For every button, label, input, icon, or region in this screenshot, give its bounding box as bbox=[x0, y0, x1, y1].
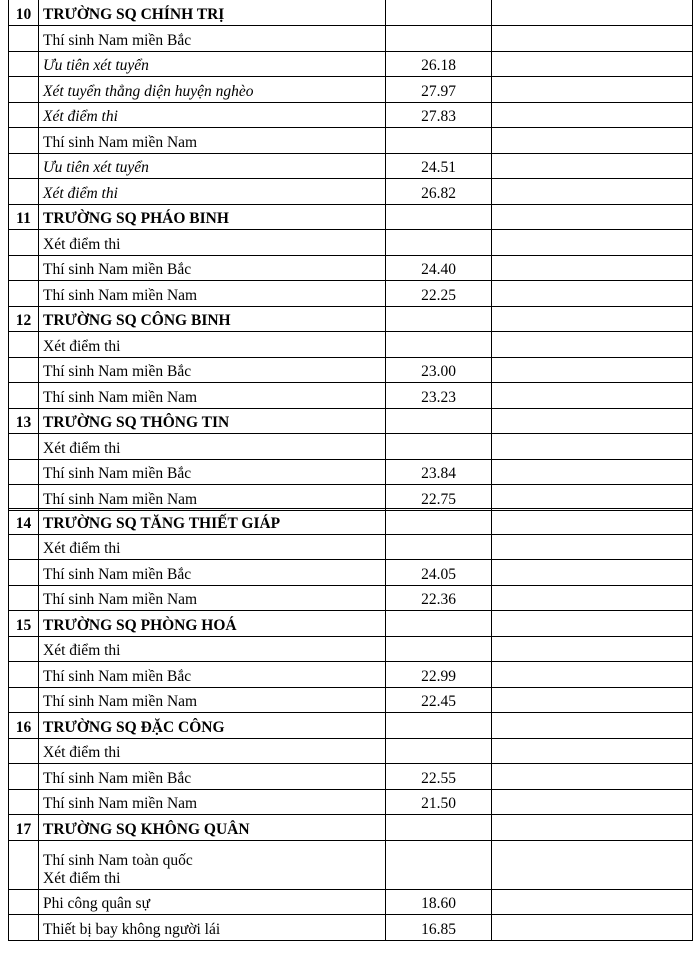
table-row bbox=[9, 357, 693, 383]
number-cell bbox=[9, 459, 39, 485]
score-cell bbox=[386, 738, 492, 764]
row-label: Thí sinh Nam miền Bắc bbox=[39, 459, 386, 485]
row-label: Thí sinh Nam miền Bắc bbox=[39, 764, 386, 790]
number-cell bbox=[9, 230, 39, 256]
school-name: TRƯỜNG SQ PHÒNG HOÁ bbox=[39, 611, 386, 637]
row-label: Thí sinh Nam miền Bắc bbox=[39, 662, 386, 688]
school-number: 10 bbox=[9, 0, 39, 26]
row-label: Xét điểm thi bbox=[39, 102, 386, 128]
score-cell: 22.45 bbox=[386, 687, 492, 713]
school-number: 11 bbox=[9, 204, 39, 230]
row-label: Thí sinh Nam miền Nam bbox=[39, 128, 386, 154]
row-label: Thí sinh Nam miền Bắc bbox=[39, 560, 386, 586]
notes-cell bbox=[492, 357, 693, 383]
score-cell: 16.85 bbox=[386, 915, 492, 941]
school-header-row bbox=[9, 713, 693, 739]
notes-cell bbox=[492, 255, 693, 281]
score-cell bbox=[386, 230, 492, 256]
score-cell: 26.82 bbox=[386, 179, 492, 205]
table-row bbox=[9, 662, 693, 688]
table-row bbox=[9, 179, 693, 205]
notes-cell bbox=[492, 713, 693, 739]
notes-cell bbox=[492, 459, 693, 485]
score-cell: 22.75 bbox=[386, 485, 492, 511]
table-row bbox=[9, 459, 693, 485]
table-row bbox=[9, 889, 693, 915]
notes-cell bbox=[492, 815, 693, 841]
school-header-row bbox=[9, 306, 693, 332]
number-cell bbox=[9, 383, 39, 409]
notes-cell bbox=[492, 662, 693, 688]
table-row bbox=[9, 230, 693, 256]
number-cell bbox=[9, 434, 39, 460]
school-header-row bbox=[9, 204, 693, 230]
table-row bbox=[9, 687, 693, 713]
row-label: Xét điểm thi bbox=[39, 179, 386, 205]
score-cell bbox=[386, 306, 492, 332]
notes-cell bbox=[492, 306, 693, 332]
row-label: Thí sinh Nam miền Bắc bbox=[39, 357, 386, 383]
score-cell: 27.83 bbox=[386, 102, 492, 128]
score-cell bbox=[386, 128, 492, 154]
school-number: 17 bbox=[9, 815, 39, 841]
admission-scores-table-bottom bbox=[8, 508, 693, 941]
row-label: Xét điểm thi bbox=[39, 434, 386, 460]
table-row bbox=[9, 764, 693, 790]
table-row bbox=[9, 77, 693, 103]
score-cell: 24.40 bbox=[386, 255, 492, 281]
school-header-row bbox=[9, 0, 693, 26]
school-header-row bbox=[9, 815, 693, 841]
number-cell bbox=[9, 26, 39, 52]
score-cell bbox=[386, 509, 492, 535]
score-cell: 24.05 bbox=[386, 560, 492, 586]
score-cell: 22.36 bbox=[386, 585, 492, 611]
number-cell bbox=[9, 534, 39, 560]
score-cell bbox=[386, 408, 492, 434]
score-cell bbox=[386, 332, 492, 358]
number-cell bbox=[9, 889, 39, 915]
table-row bbox=[9, 128, 693, 154]
score-cell bbox=[386, 636, 492, 662]
table-row bbox=[9, 636, 693, 662]
row-label: Thí sinh Nam miền Bắc bbox=[39, 255, 386, 281]
notes-cell bbox=[492, 636, 693, 662]
row-label bbox=[39, 840, 386, 889]
row-label: Thí sinh Nam miền Bắc bbox=[39, 26, 386, 52]
table-row bbox=[9, 102, 693, 128]
number-cell bbox=[9, 51, 39, 77]
school-number: 12 bbox=[9, 306, 39, 332]
notes-cell bbox=[492, 889, 693, 915]
notes-cell bbox=[492, 764, 693, 790]
score-cell bbox=[386, 0, 492, 26]
notes-cell bbox=[492, 611, 693, 637]
school-number: 15 bbox=[9, 611, 39, 637]
table-row bbox=[9, 560, 693, 586]
table-row bbox=[9, 789, 693, 815]
number-cell bbox=[9, 915, 39, 941]
score-cell: 22.99 bbox=[386, 662, 492, 688]
row-label: Thí sinh Nam miền Nam bbox=[39, 687, 386, 713]
school-name: TRƯỜNG SQ ĐẶC CÔNG bbox=[39, 713, 386, 739]
school-number: 16 bbox=[9, 713, 39, 739]
number-cell bbox=[9, 179, 39, 205]
notes-cell bbox=[492, 840, 693, 889]
row-label-line: Xét điểm thi bbox=[43, 869, 121, 887]
notes-cell bbox=[492, 687, 693, 713]
school-name: TRƯỜNG SQ THÔNG TIN bbox=[39, 408, 386, 434]
row-label: Xét điểm thi bbox=[39, 636, 386, 662]
score-cell: 22.55 bbox=[386, 764, 492, 790]
number-cell bbox=[9, 840, 39, 889]
school-name: TRƯỜNG SQ PHÁO BINH bbox=[39, 204, 386, 230]
notes-cell bbox=[492, 51, 693, 77]
table-row bbox=[9, 738, 693, 764]
notes-cell bbox=[492, 383, 693, 409]
notes-cell bbox=[492, 332, 693, 358]
number-cell bbox=[9, 255, 39, 281]
score-cell bbox=[386, 534, 492, 560]
notes-cell bbox=[492, 281, 693, 307]
number-cell bbox=[9, 153, 39, 179]
school-number: 13 bbox=[9, 408, 39, 434]
table-row bbox=[9, 26, 693, 52]
score-cell: 23.23 bbox=[386, 383, 492, 409]
number-cell bbox=[9, 687, 39, 713]
notes-cell bbox=[492, 560, 693, 586]
score-cell bbox=[386, 26, 492, 52]
school-name: TRƯỜNG SQ CÔNG BINH bbox=[39, 306, 386, 332]
score-cell: 26.18 bbox=[386, 51, 492, 77]
row-label-line: Thí sinh Nam toàn quốc bbox=[43, 851, 193, 869]
notes-cell bbox=[492, 534, 693, 560]
number-cell bbox=[9, 560, 39, 586]
score-cell bbox=[386, 840, 492, 889]
number-cell bbox=[9, 128, 39, 154]
row-label: Xét tuyển thẳng diện huyện nghèo bbox=[39, 77, 386, 103]
notes-cell bbox=[492, 26, 693, 52]
number-cell bbox=[9, 357, 39, 383]
table-row bbox=[9, 281, 693, 307]
score-cell: 27.97 bbox=[386, 77, 492, 103]
score-cell: 24.51 bbox=[386, 153, 492, 179]
number-cell bbox=[9, 764, 39, 790]
row-label: Thí sinh Nam miền Nam bbox=[39, 383, 386, 409]
table-row bbox=[9, 434, 693, 460]
notes-cell bbox=[492, 128, 693, 154]
school-header-row bbox=[9, 408, 693, 434]
score-cell bbox=[386, 611, 492, 637]
score-cell: 18.60 bbox=[386, 889, 492, 915]
number-cell bbox=[9, 789, 39, 815]
score-cell bbox=[386, 713, 492, 739]
score-cell: 23.84 bbox=[386, 459, 492, 485]
notes-cell bbox=[492, 153, 693, 179]
row-label: Thiết bị bay không người lái bbox=[39, 915, 386, 941]
number-cell bbox=[9, 485, 39, 511]
score-cell: 21.50 bbox=[386, 789, 492, 815]
notes-cell bbox=[492, 738, 693, 764]
table-row bbox=[9, 534, 693, 560]
number-cell bbox=[9, 281, 39, 307]
school-header-row bbox=[9, 509, 693, 535]
score-cell bbox=[386, 204, 492, 230]
number-cell bbox=[9, 77, 39, 103]
notes-cell bbox=[492, 179, 693, 205]
number-cell bbox=[9, 102, 39, 128]
school-name: TRƯỜNG SQ CHÍNH TRỊ bbox=[39, 0, 386, 26]
school-number: 14 bbox=[9, 509, 39, 535]
row-label: Xét điểm thi bbox=[39, 534, 386, 560]
notes-cell bbox=[492, 102, 693, 128]
row-label: Xét điểm thi bbox=[39, 230, 386, 256]
school-name: TRƯỜNG SQ TĂNG THIẾT GIÁP bbox=[39, 509, 386, 535]
row-label: Thí sinh Nam miền Nam bbox=[39, 485, 386, 511]
school-name: TRƯỜNG SQ KHÔNG QUÂN bbox=[39, 815, 386, 841]
school-header-row bbox=[9, 611, 693, 637]
table-row bbox=[9, 840, 693, 889]
notes-cell bbox=[492, 485, 693, 511]
score-cell bbox=[386, 815, 492, 841]
notes-cell bbox=[492, 585, 693, 611]
notes-cell bbox=[492, 789, 693, 815]
score-cell: 23.00 bbox=[386, 357, 492, 383]
row-label: Thí sinh Nam miền Nam bbox=[39, 281, 386, 307]
table-row bbox=[9, 153, 693, 179]
notes-cell bbox=[492, 915, 693, 941]
number-cell bbox=[9, 738, 39, 764]
score-cell bbox=[386, 434, 492, 460]
table-row bbox=[9, 51, 693, 77]
number-cell bbox=[9, 662, 39, 688]
row-label: Xét điểm thi bbox=[39, 738, 386, 764]
notes-cell bbox=[492, 204, 693, 230]
row-label: Phi công quân sự bbox=[39, 889, 386, 915]
table-row bbox=[9, 585, 693, 611]
row-label: Thí sinh Nam miền Nam bbox=[39, 789, 386, 815]
notes-cell bbox=[492, 77, 693, 103]
admission-scores-table-top bbox=[8, 0, 693, 511]
notes-cell bbox=[492, 434, 693, 460]
table-row bbox=[9, 915, 693, 941]
notes-cell bbox=[492, 230, 693, 256]
notes-cell bbox=[492, 0, 693, 26]
row-label: Xét điểm thi bbox=[39, 332, 386, 358]
number-cell bbox=[9, 636, 39, 662]
table-row bbox=[9, 255, 693, 281]
notes-cell bbox=[492, 509, 693, 535]
table-row bbox=[9, 383, 693, 409]
score-cell: 22.25 bbox=[386, 281, 492, 307]
row-label: Ưu tiên xét tuyển bbox=[39, 153, 386, 179]
notes-cell bbox=[492, 408, 693, 434]
table-row bbox=[9, 332, 693, 358]
table-row bbox=[9, 485, 693, 511]
number-cell bbox=[9, 585, 39, 611]
number-cell bbox=[9, 332, 39, 358]
row-label: Thí sinh Nam miền Nam bbox=[39, 585, 386, 611]
row-label: Ưu tiên xét tuyển bbox=[39, 51, 386, 77]
